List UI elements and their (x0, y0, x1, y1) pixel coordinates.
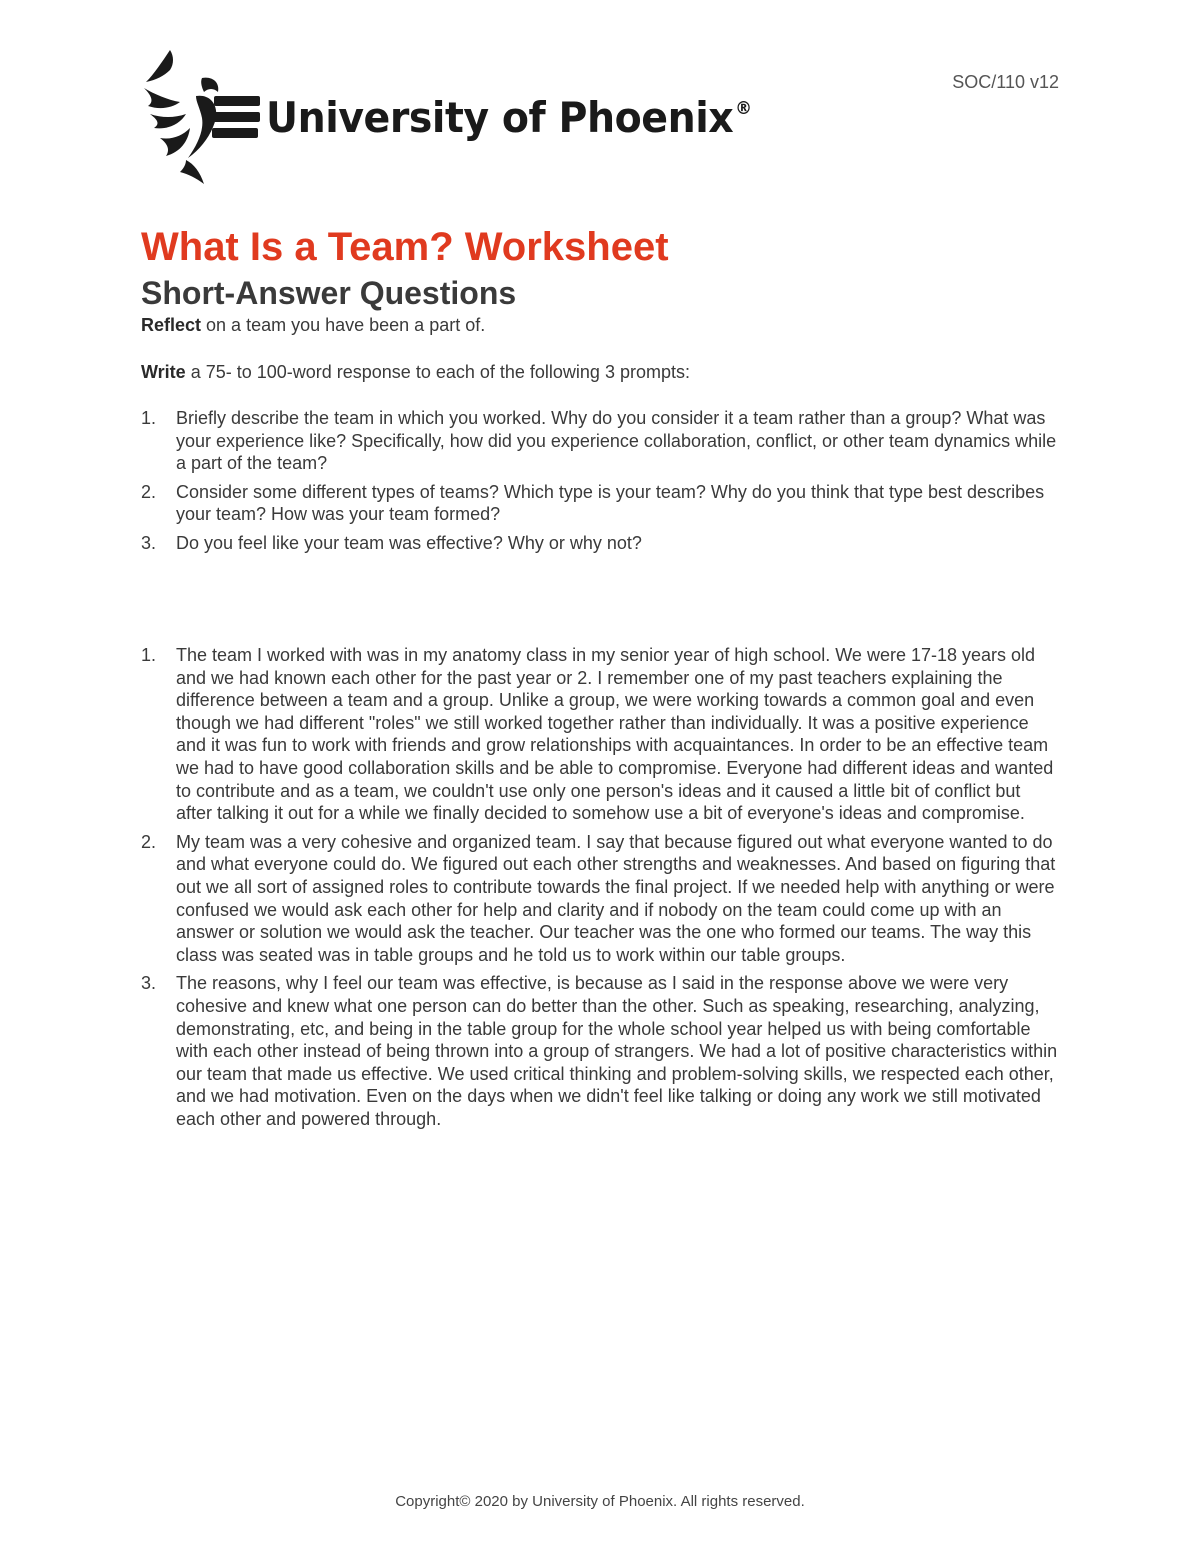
item-text: My team was a very cohesive and organized team. I say that because figured out what everyone wanted to do and what everyone could do. We figured out each other strengths and weaknesses. And based on figuring that out we all sort of assigned roles to contribute towards the final project. If we needed help with anything or were confused we would ask each other for help and clarity and if nobody on the team could come up with an answer or solution we would ask the teacher. Our teacher was the one who formed our teams. The way this class was seated was in table groups and he told us to work within our table groups. (176, 831, 1056, 965)
reflect-bold: Reflect (141, 315, 202, 335)
copyright-footer: Copyright© 2020 by University of Phoenix. All rights reserved. (395, 1493, 805, 1510)
list-item (141, 644, 1061, 825)
item-number: 2. (141, 481, 157, 502)
logo-text: University of Phoenix (266, 92, 734, 142)
logo-wordmark (266, 93, 752, 142)
list-item (141, 407, 1061, 475)
item-number: 3. (141, 532, 157, 553)
answer-list (141, 644, 1061, 1136)
write-text: a 75- to 100-word response to each of the following 3 prompts: (185, 362, 690, 382)
item-number: 1. (141, 645, 157, 665)
item-text: Do you feel like your team was effective? Why or why not? (176, 532, 642, 553)
list-item (141, 532, 1061, 555)
prompt-list (141, 407, 1061, 561)
item-number: 2. (141, 831, 157, 852)
worksheet-title: What Is a Team? Worksheet (141, 225, 669, 269)
write-bold: Write (141, 362, 186, 382)
write-instruction (141, 361, 1061, 383)
course-code: SOC/110 v12 (952, 72, 1059, 92)
phoenix-icon (140, 48, 260, 186)
worksheet-subtitle: Short-Answer Questions (141, 275, 517, 311)
reflect-text: on a team you have been a part of. (201, 315, 486, 335)
list-item (141, 972, 1061, 1130)
item-number: 3. (141, 973, 157, 994)
list-item (141, 481, 1061, 526)
item-text: The reasons, why I feel our team was effective, is because as I said in the response above we were very cohesive and knew what one person can do better than the other. Such as speaking, researching, analyzing, demonstrating, etc, and being in the table group for the whole school year helped us with being comfortable with each other instead of being thrown into a group of strangers. We had a lot of positive characteristics within our team that made us effective. We used critical thinking and problem-solving skills, we respected each other, and we had motivation. Even on the days when we didn't feel like talking or doing any work we still motivated each other and powered through. (176, 973, 1058, 1129)
item-number: 1. (141, 408, 157, 428)
registered-mark: ® (735, 97, 752, 119)
item-text: Consider some different types of teams? Which type is your team? Why do you think that type best describes your team? How was your team formed? (176, 481, 1045, 525)
reflect-instruction (141, 314, 1061, 336)
university-logo (140, 48, 783, 186)
item-text: The team I worked with was in my anatomy class in my senior year of high school. We were 17-18 years old and we had known each other for the past year or 2. I remember one of my past teachers explaining the difference between a team and a group. Unlike a group, we were working towards a common goal and even though we had different "roles" we still worked together rather than individually. It was a positive experience and it was fun to work with friends and grow relationships with acquaintances. In order to be an effective team we had to have good collaboration skills and be able to compromise. Everyone had different ideas and wanted to contribute and as a team, we couldn't use only one person's ideas and it caused a little bit of conflict but after talking it out for a while we finally decided to somehow use a bit of everyone's ideas and compromise. (176, 645, 1054, 824)
item-text: Briefly describe the team in which you worked. Why do you consider it a team rather than a group? What was your experience like? Specifically, how did you experience collaboration, conflict, or other team dynamics while a part of the team? (176, 408, 1057, 474)
list-item (141, 831, 1061, 967)
